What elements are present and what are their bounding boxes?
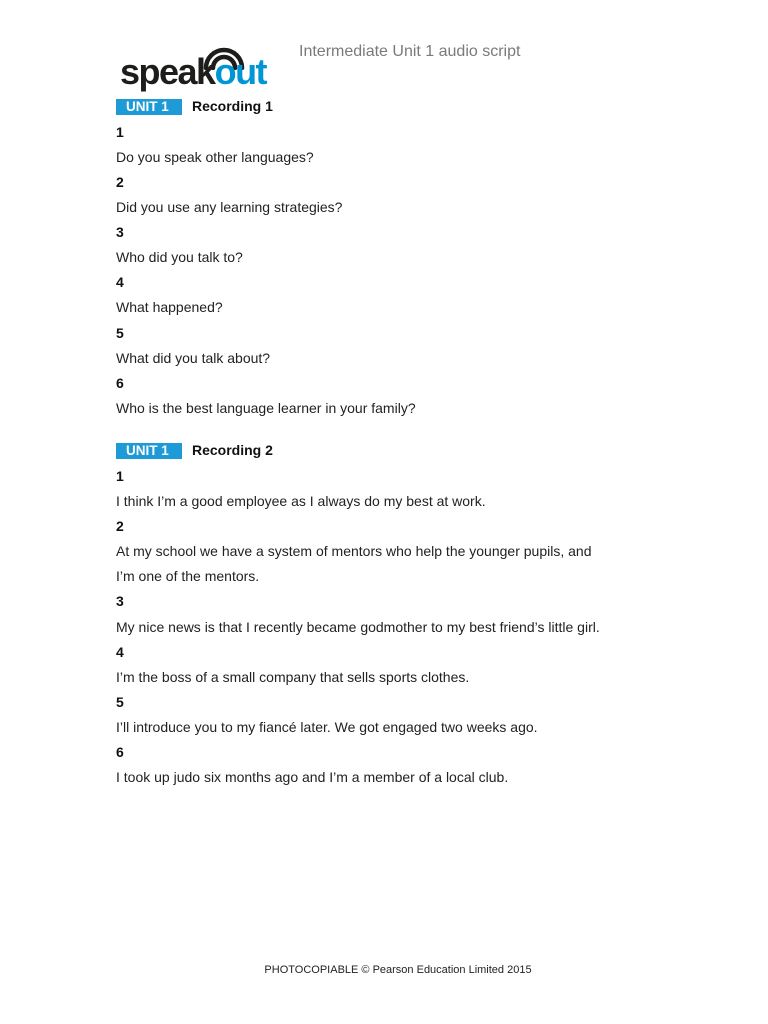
script-line: At my school we have a system of mentors who help the younger pupils, and (116, 543, 592, 559)
logo-wordmark (120, 51, 267, 92)
script-line: Who did you talk to? (116, 249, 243, 265)
script-line: What did you talk about? (116, 350, 271, 366)
recording-label: Recording 1 (192, 98, 273, 114)
section-header-recording-2 (116, 441, 273, 459)
logo-text-out: out (214, 51, 267, 92)
page-footer (0, 963, 768, 977)
item-number: 1 (116, 124, 124, 140)
script-line: I’ll introduce you to my fiancé later. We got engaged two weeks ago. (116, 719, 538, 735)
copyright-notice: PHOTOCOPIABLE © Pearson Education Limited 2015 (264, 964, 532, 976)
script-line: I took up judo six months ago and I’m a member of a local club. (116, 769, 509, 785)
script-line: What happened? (116, 299, 223, 315)
script-line: I’m one of the mentors. (116, 568, 260, 584)
unit-badge: UNIT 1 (116, 99, 182, 115)
logo-text-speak: speak (120, 51, 215, 92)
section-header-recording-1 (116, 97, 273, 115)
script-line: Did you use any learning strategies? (116, 199, 343, 215)
script-line: I’m the boss of a small company that sells sports clothes. (116, 669, 470, 685)
document-title: Intermediate Unit 1 audio script (299, 43, 521, 60)
item-number: 4 (116, 644, 124, 660)
item-number: 6 (116, 744, 124, 760)
unit-badge: UNIT 1 (116, 443, 182, 459)
speakout-logo (118, 44, 288, 94)
item-number: 5 (116, 325, 124, 341)
item-number: 6 (116, 375, 124, 391)
item-number: 3 (116, 593, 124, 609)
item-number: 2 (116, 174, 124, 190)
item-number: 5 (116, 694, 124, 710)
recording-label: Recording 2 (192, 442, 273, 458)
item-number: 3 (116, 224, 124, 240)
item-number: 2 (116, 518, 124, 534)
script-line: Who is the best language learner in your family? (116, 400, 416, 416)
script-line: My nice news is that I recently became godmother to my best friend’s little girl. (116, 619, 600, 635)
script-line: I think I’m a good employee as I always do my best at work. (116, 493, 486, 509)
item-number: 1 (116, 468, 124, 484)
item-number: 4 (116, 274, 124, 290)
script-line: Do you speak other languages? (116, 149, 314, 165)
